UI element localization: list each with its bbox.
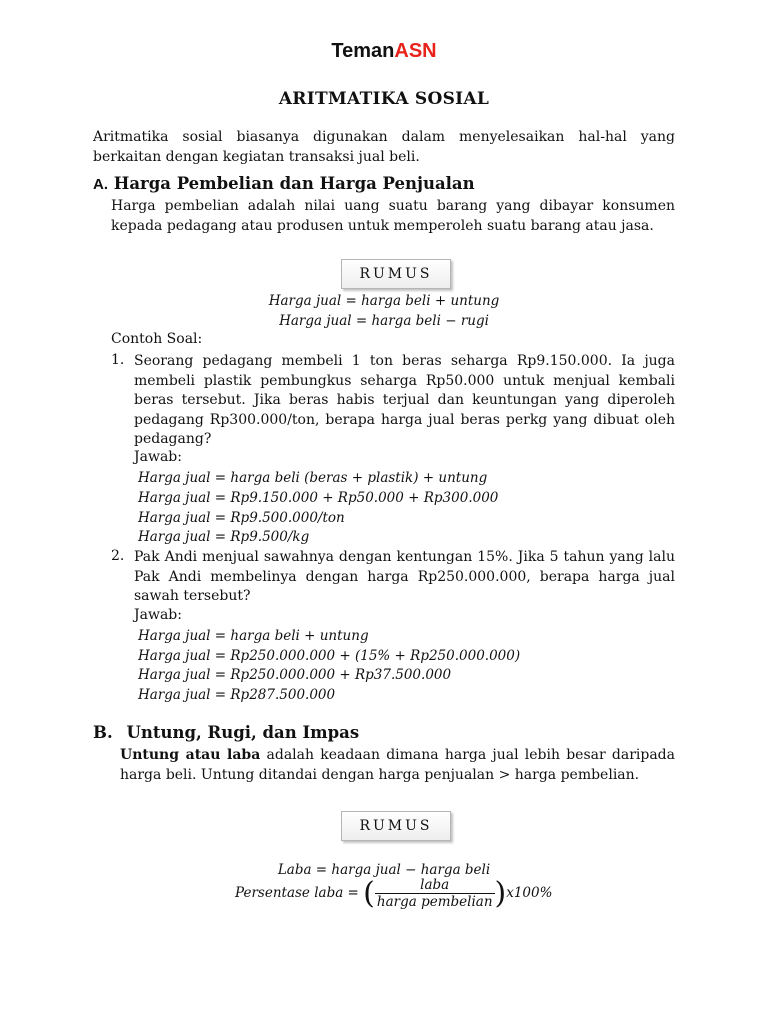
q2-step-4: Harga jual = Rp287.500.000 xyxy=(138,687,336,703)
section-a-title: Harga Pembelian dan Harga Penjualan xyxy=(113,174,475,193)
q1-step-1: Harga jual = harga beli (beras + plastik) + untung xyxy=(138,470,488,486)
contoh-soal-label: Contoh Soal: xyxy=(111,331,203,347)
section-a-description: Harga pembelian adalah nilai uang suatu barang yang dibayar konsumen kepada pedagang atau produsen untuk memperoleh suatu barang atau jasa. xyxy=(111,198,675,234)
q1-step-3: Harga jual = Rp9.500.000/ton xyxy=(138,510,345,526)
persentase-rhs: x100% xyxy=(506,885,553,901)
formula-persentase-laba xyxy=(235,876,552,911)
section-b-marker: B. xyxy=(93,723,113,742)
brand-part-asn: ASN xyxy=(394,40,437,62)
formula-laba: Laba = harga jual − harga beli xyxy=(277,862,491,878)
q2-step-1: Harga jual = harga beli + untung xyxy=(138,628,369,644)
section-b-heading xyxy=(93,723,359,742)
brand-part-teman: Teman xyxy=(331,40,395,62)
question-1-number: 1. xyxy=(111,352,125,368)
q1-step-2: Harga jual = Rp9.150.000 + Rp50.000 + Rp300.000 xyxy=(138,490,499,506)
q2-step-3: Harga jual = Rp250.000.000 + Rp37.500.000 xyxy=(138,667,452,683)
question-2-jawab: Jawab: xyxy=(134,607,182,623)
formula-harga-jual-rugi: Harga jual = harga beli − rugi xyxy=(279,313,489,329)
persentase-lhs: Persentase laba = xyxy=(235,885,359,901)
question-2-number: 2. xyxy=(111,548,125,564)
rumus-box-a: RUMUS xyxy=(341,259,451,289)
intro-paragraph: Aritmatika sosial biasanya digunakan dalam menyelesaikan hal-hal yang berkaitan dengan kegiatan transaksi jual beli. xyxy=(93,129,675,165)
left-paren: ( xyxy=(363,876,375,911)
section-b-title: Untung, Rugi, dan Impas xyxy=(126,723,360,742)
section-a-heading xyxy=(93,174,475,193)
question-2-text: Pak Andi menjual sawahnya dengan kentungan 15%. Jika 5 tahun yang lalu Pak Andi membelinya dengan harga Rp250.000.000, berapa harga jual sawah tersebut? xyxy=(134,549,675,604)
right-paren: ) xyxy=(494,876,507,911)
untung-definition: adalah keadaan dimana harga jual lebih besar daripada harga beli. Untung ditandai dengan harga penjualan > harga pembelian. xyxy=(120,747,675,783)
fraction-denominator: harga pembelian xyxy=(376,894,493,910)
untung-term: Untung atau laba xyxy=(120,747,261,763)
fraction-numerator: laba xyxy=(375,877,495,894)
fraction xyxy=(375,877,495,910)
formula-harga-jual-untung: Harga jual = harga beli + untung xyxy=(268,293,500,309)
q2-step-2: Harga jual = Rp250.000.000 + (15% + Rp250.000.000) xyxy=(138,648,521,664)
rumus-box-b: RUMUS xyxy=(341,811,451,841)
page-title: ARITMATIKA SOSIAL xyxy=(278,89,490,109)
question-1-jawab: Jawab: xyxy=(134,449,182,465)
section-a-marker: A. xyxy=(93,176,108,193)
q1-step-4: Harga jual = Rp9.500/kg xyxy=(138,529,310,545)
question-1-text: Seorang pedagang membeli 1 ton beras seharga Rp9.150.000. Ia juga membeli plastik pembungkus seharga Rp50.000 untuk menjual kembali beras tersebut. Jika beras habis terjual dan keuntungan yang diperoleh pedagang Rp300.000/ton, berapa harga jual beras perkg yang dibuat oleh pedagang? xyxy=(134,353,675,447)
section-b-description xyxy=(120,746,675,785)
brand-logo xyxy=(0,40,768,63)
